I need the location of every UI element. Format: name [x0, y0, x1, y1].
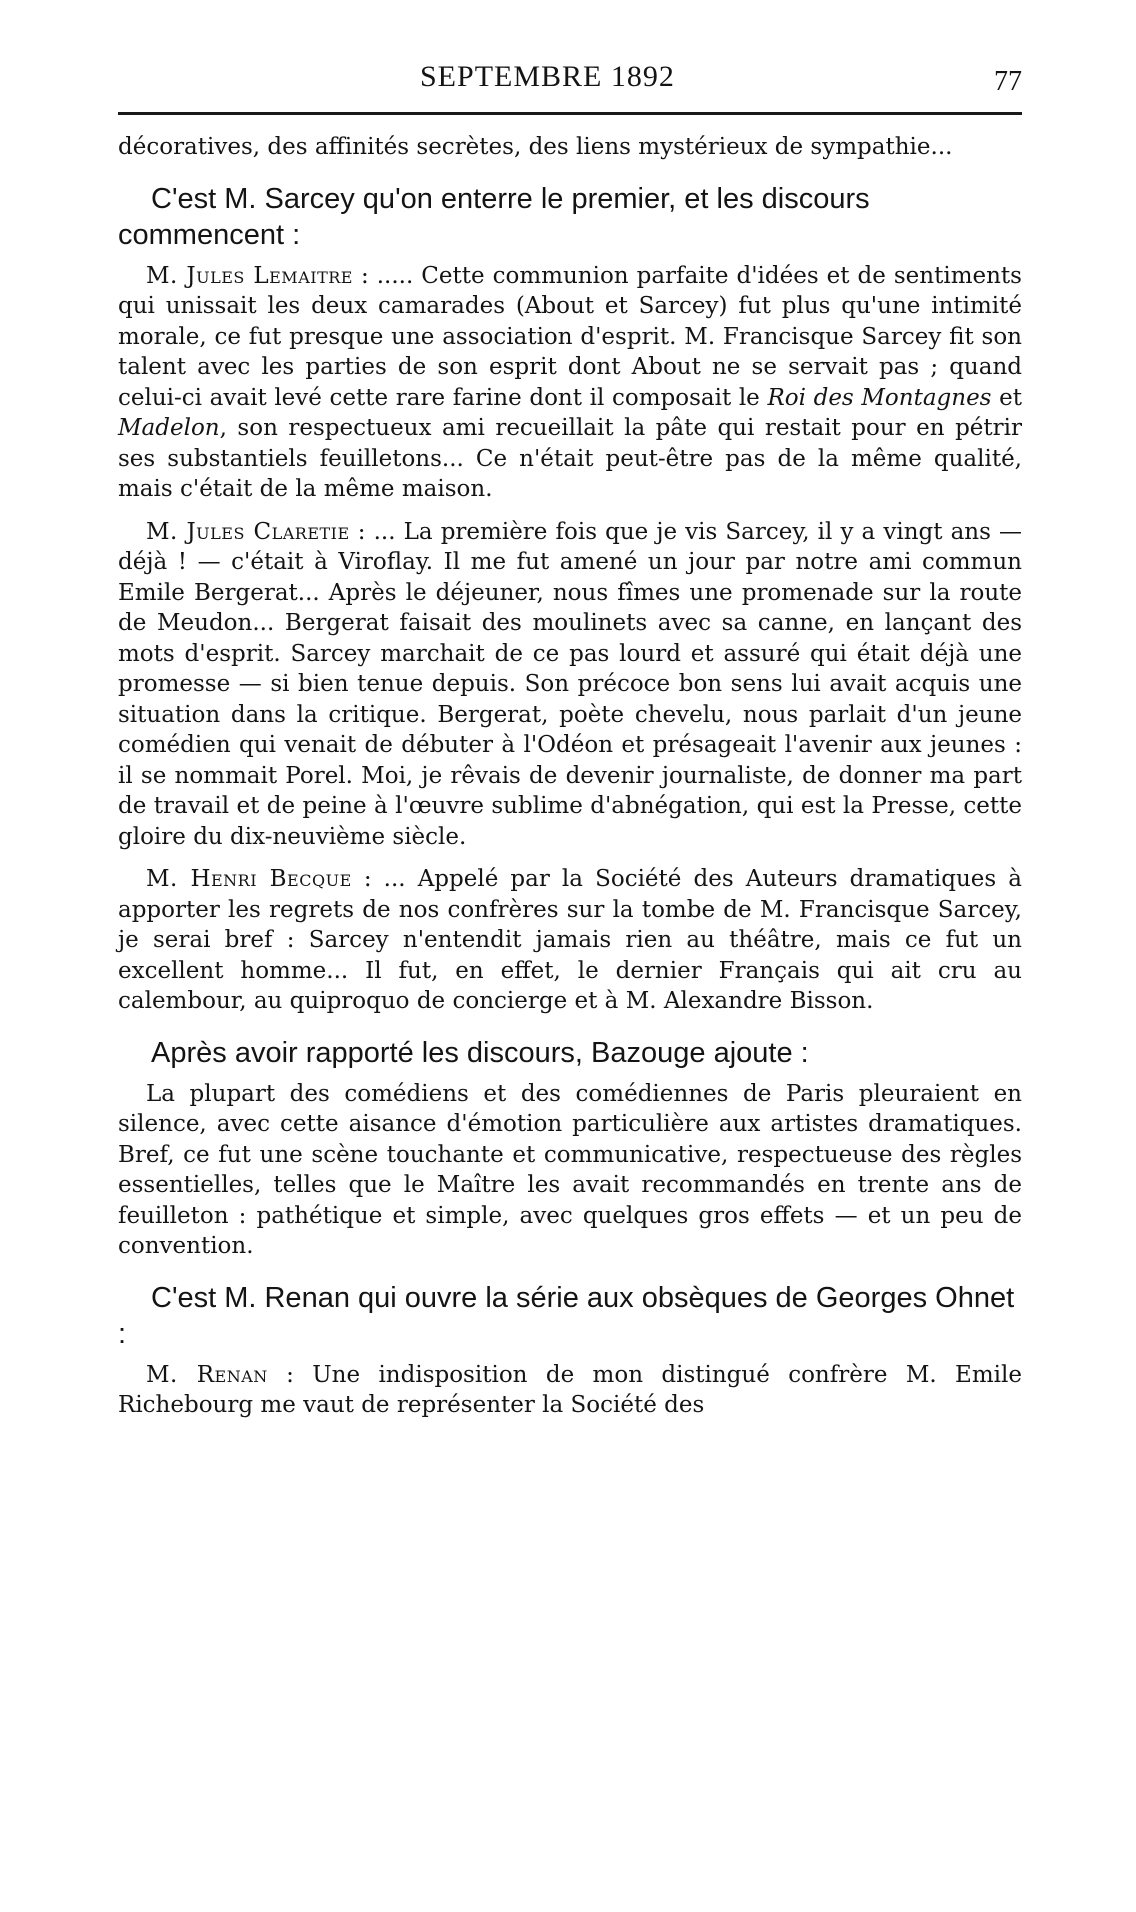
narrative-lead: C'est M. Sarcey qu'on enterre le premier, et les discours commencent :	[118, 182, 870, 251]
running-title: SEPTEMBRE 1892	[420, 60, 675, 93]
quote-bazouge: La plupart des comédiens et des comédiennes de Paris pleuraient en silence, avec cette aisance d'émotion particulière aux artistes dramatiques. Bref, ce fut une scène touchante et communicative, respectueuse des règles essentielles, telles que le Maître les avait recommandés en trente ans de feuilleton : pathétique et simple, avec quelques gros effets — et un peu de convention.	[118, 1080, 1022, 1259]
speaker-name: M. Jules Lemaitre	[146, 262, 353, 289]
body-text	[118, 132, 1022, 1421]
quote-claretie: M. Jules Claretie : ... La première fois que je vis Sarcey, il y a vingt ans — déjà ! — c'était à Viroflay. Il me fut amené un jour par notre ami commun Emile Bergerat... Après le déjeuner, nous fîmes une promenade sur la route de Meudon... Bergerat faisait des moulinets avec sa canne, en lançant des mots d'esprit. Sarcey marchait de ce pas lourd et assuré qui était déjà une promesse — si bien tenue depuis. Son précoce bon sens lui avait acquis une situation dans la critique. Bergerat, poète chevelu, nous parlait d'un jeune comédien qui venait de débuter à l'Odéon et présageait l'avenir aux jeunes : il se nommait Porel. Moi, je rêvais de devenir journaliste, de donner ma part de travail et de peine à l'œuvre sublime d'abnégation, qui est la Presse, cette gloire du dix-neuvième siècle.	[118, 518, 1022, 850]
speaker-name: M. Jules Claretie	[146, 518, 350, 545]
quote-renan: M. Renan : Une indisposition de mon distingué confrère M. Emile Richebourg me vaut de représenter la Société des	[118, 1361, 1022, 1418]
narrative-lead: Après avoir rapporté les discours, Bazouge ajoute :	[151, 1036, 809, 1069]
quote-lemaitre: M. Jules Lemaitre : ..... Cette communion parfaite d'idées et de sentiments qui unissait les deux camarades (About et Sarcey) fut plus qu'une intimité morale, ce fut presque une association d'esprit. M. Francisque Sarcey fit son talent avec les parties de son esprit dont About ne se servait pas ; quand celui-ci avait levé cette rare farine dont il composait le Roi des Montagnes et Madelon, son respectueux ami recueillait la pâte qui restait pour en pétrir ses substantiels feuilletons... Ce n'était peut-être pas de la même qualité, mais c'était de la même maison.	[118, 262, 1022, 502]
header-rule	[118, 112, 1022, 115]
title-madelon: Madelon	[118, 415, 220, 441]
page-number: 77	[994, 66, 1022, 97]
quote-paragraph: décoratives, des affinités secrètes, des liens mystérieux de sympathie...	[118, 134, 953, 160]
speaker-name: M. Henri Becque	[146, 866, 352, 892]
page-header	[118, 50, 1022, 100]
narrative-lead: C'est M. Renan qui ouvre la série aux obsèques de Georges Ohnet :	[118, 1281, 1015, 1350]
speaker-name: M. Renan	[146, 1361, 268, 1388]
quote-becque: M. Henri Becque : ... Appelé par la Société des Auteurs dramatiques à apporter les regrets de nos confrères sur la tombe de M. Francisque Sarcey, je serai bref : Sarcey n'entendit jamais rien au théâtre, mais ce fut un excellent homme... Il fut, en effet, le dernier Français qui ait cru au calembour, au quiproquo de concierge et à M. Alexandre Bisson.	[118, 866, 1022, 1014]
title-roi-des-montagnes: Roi des Montagnes	[767, 384, 992, 411]
